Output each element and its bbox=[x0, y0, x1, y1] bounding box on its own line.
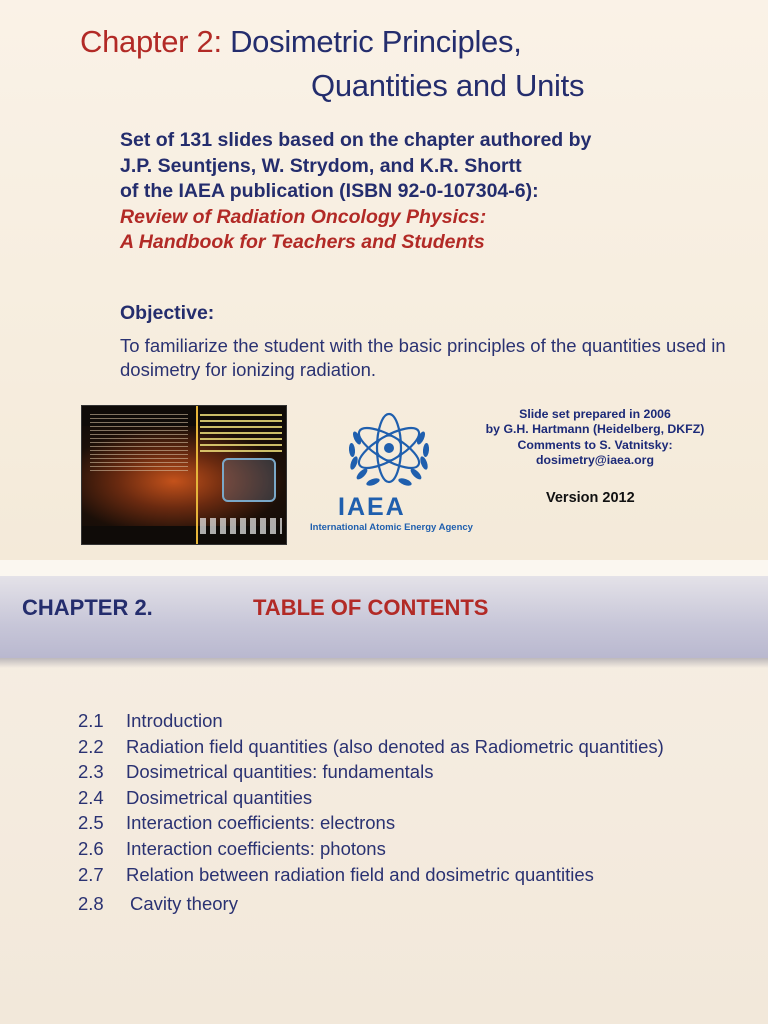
slide-credits bbox=[470, 407, 720, 468]
slide-set-description bbox=[120, 128, 591, 256]
toc-item-number: 2.8 bbox=[78, 893, 104, 914]
iaea-logo-text: IAEA bbox=[338, 493, 406, 521]
objective-heading: Objective: bbox=[120, 302, 215, 324]
chapter-title-line-2: Quantities and Units bbox=[311, 68, 585, 103]
toc-item-number: 2.1 bbox=[78, 710, 104, 731]
version-label: Version 2012 bbox=[546, 490, 635, 506]
book-cover-image bbox=[81, 405, 287, 545]
toc-item-number: 2.4 bbox=[78, 786, 104, 808]
slide-separator bbox=[0, 560, 768, 576]
toc-item-title: Dosimetrical quantities: fundamentals bbox=[126, 761, 434, 783]
toc-item bbox=[78, 710, 223, 734]
chapter-label: CHAPTER 2. bbox=[22, 595, 153, 620]
toc-item bbox=[78, 787, 312, 811]
toc-item-number: 2.6 bbox=[78, 838, 104, 859]
book-title-line: A Handbook for Teachers and Students bbox=[120, 231, 485, 253]
toc-item-title: Introduction bbox=[126, 710, 223, 731]
chapter-prefix: Chapter 2: bbox=[80, 24, 222, 59]
credits-line: by G.H. Hartmann (Heidelberg, DKFZ) bbox=[485, 422, 705, 437]
toc-item-title: Interaction coefficients: electrons bbox=[126, 812, 396, 834]
toc-item-title: Relation between radiation field and dosimetric quantities bbox=[126, 863, 594, 885]
book-title-line: Review of Radiation Oncology Physics: bbox=[120, 205, 487, 228]
toc-item bbox=[78, 838, 386, 862]
description-line: of the IAEA publication (ISBN 92-0-107304-6): bbox=[120, 180, 539, 202]
credits-line: Comments to S. Vatnitsky: bbox=[517, 437, 673, 452]
objective-text: To familiarize the student with the basic principles of the quantities used in dosimetry for ionizing radiation. bbox=[120, 335, 726, 380]
toc-heading: TABLE OF CONTENTS bbox=[253, 595, 489, 620]
credits-line: Slide set prepared in 2006 bbox=[519, 407, 671, 421]
iaea-logo-subtitle: International Atomic Energy Agency bbox=[310, 522, 473, 533]
description-line: Set of 131 slides based on the chapter authored by bbox=[120, 129, 592, 151]
toc-item-number: 2.2 bbox=[78, 735, 104, 757]
toc-item-title: Interaction coefficients: photons bbox=[126, 838, 386, 859]
chapter-title-line-1 bbox=[80, 24, 522, 60]
toc-item bbox=[78, 864, 594, 888]
toc-item bbox=[78, 761, 433, 785]
toc-item-title: Cavity theory bbox=[130, 893, 238, 914]
description-line: J.P. Seuntjens, W. Strydom, and K.R. Shortt bbox=[120, 154, 522, 177]
contact-email: dosimetry@iaea.org bbox=[536, 452, 654, 467]
chapter-title-part1: Dosimetric Principles, bbox=[230, 24, 522, 59]
toc-item-number: 2.5 bbox=[78, 812, 104, 834]
toc-item-title: Dosimetrical quantities bbox=[126, 786, 313, 808]
toc-item bbox=[78, 736, 664, 760]
toc-item-number: 2.7 bbox=[78, 863, 104, 885]
toc-item-number: 2.3 bbox=[78, 761, 104, 783]
toc-item bbox=[78, 812, 395, 836]
toc-item bbox=[78, 893, 238, 917]
iaea-atom-logo-icon bbox=[343, 408, 435, 494]
toc-item-title: Radiation field quantities (also denoted as Radiometric quantities) bbox=[126, 735, 664, 757]
